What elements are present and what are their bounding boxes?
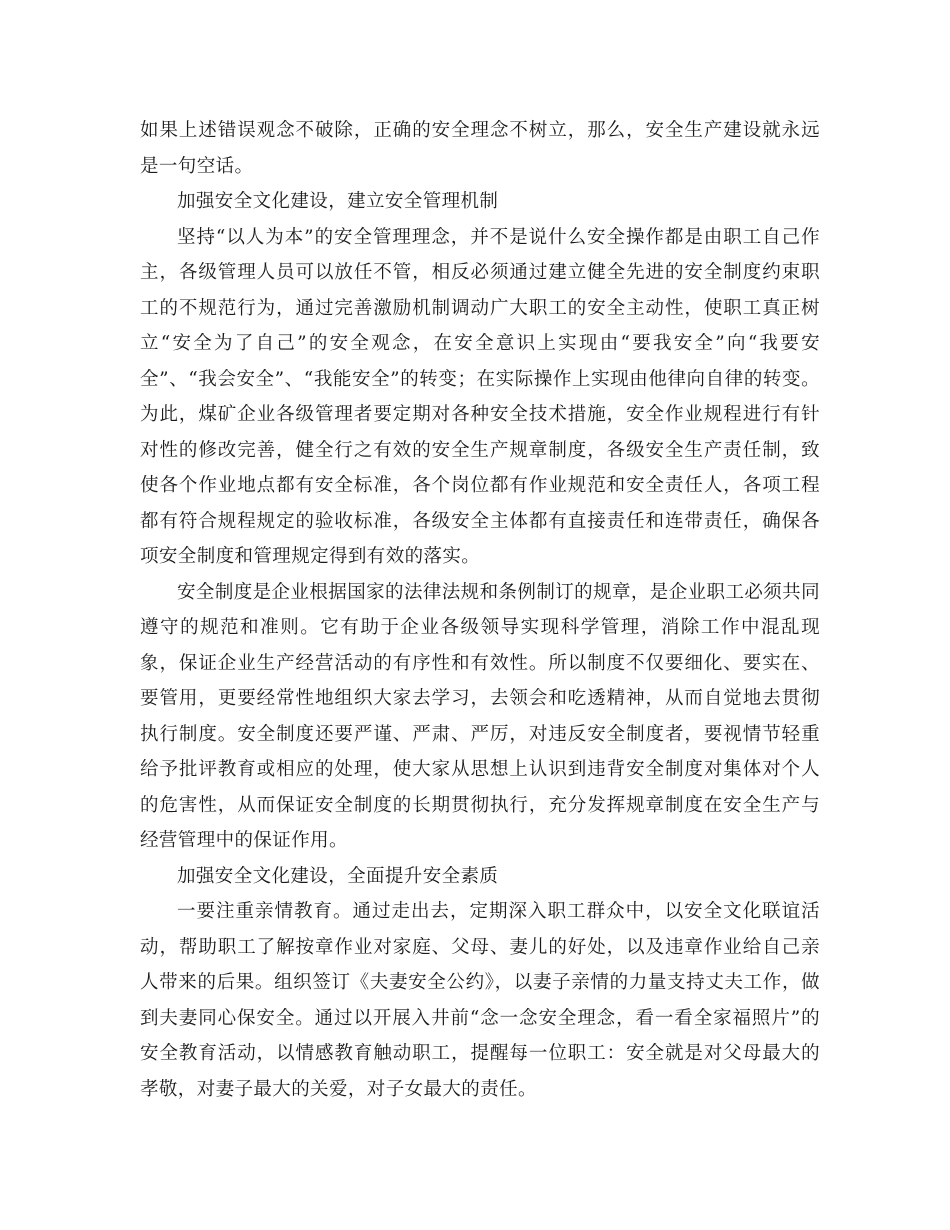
section-heading-mechanism: 加强安全文化建设，建立安全管理机制 [177,191,499,212]
paragraph-people-oriented: 坚持“以人为本”的安全管理理念，并不是说什么安全操作都是由职工自己作主，各级管理人员可以放任不管，相反必须通过建立健全先进的安全制度约束职工的不规范行为，通过完善激励机制调动广大职工的安全主动性，使职工真正树立“安全为了自己”的安全观念，在安全意识上实现由“要我安全”向“我要安全”、“我会安全”、“我能安全”的转变；在实际操作上实现由他律向自律的转变。为此，煤矿企业各级管理者要定期对各种安全技术措施，安全作业规程进行有针对性的修改完善，健全行之有效的安全生产规章制度，各级安全生产责任制，致使各个作业地点都有安全标准，各个岗位都有作业规范和安全责任人，各项工程都有符合规程规定的验收标准，各级安全主体都有直接责任和连带责任，确保各项安全制度和管理规定得到有效的落实。 [140,226,820,567]
paragraph-family-education: 一要注重亲情教育。通过走出去，定期深入职工群众中，以安全文化联谊活动，帮助职工了解按章作业对家庭、父母、妻儿的好处，以及违章作业给自己亲人带来的后果。组织签订《夫妻安全公约》，以妻子亲情的力量支持丈夫工作，做到夫妻同心保安全。通过以开展入井前“念一念安全理念，看一看全家福照片”的安全教育活动，以情感教育触动职工，提醒每一位职工：安全就是对父母最大的孝敬，对妻子最大的关爱，对子女最大的责任。 [140,901,820,1100]
paragraph-continuation: 如果上述错误观念不破除，正确的安全理念不树立，那么，安全生产建设就永远是一句空话。 [140,120,820,177]
paragraph-safety-regulations: 安全制度是企业根据国家的法律法规和条例制订的规章，是企业职工必须共同遵守的规范和准则。它有助于企业各级领导实现科学管理，消除工作中混乱现象，保证企业生产经营活动的有序性和有效性。所以制度不仅要细化、要实在、要管用，更要经常性地组织大家去学习，去领会和吃透精神，从而自觉地去贯彻执行制度。安全制度还要严谨、严肃、严厉，对违反安全制度者，要视情节轻重给予批评教育或相应的处理，使大家从思想上认识到违背安全制度对集体对个人的危害性，从而保证安全制度的长期贯彻执行，充分发挥规章制度在安全生产与经营管理中的保证作用。 [140,581,820,851]
document-page [140,113,820,1107]
section-heading-quality: 加强安全文化建设，全面提升安全素质 [177,865,499,887]
